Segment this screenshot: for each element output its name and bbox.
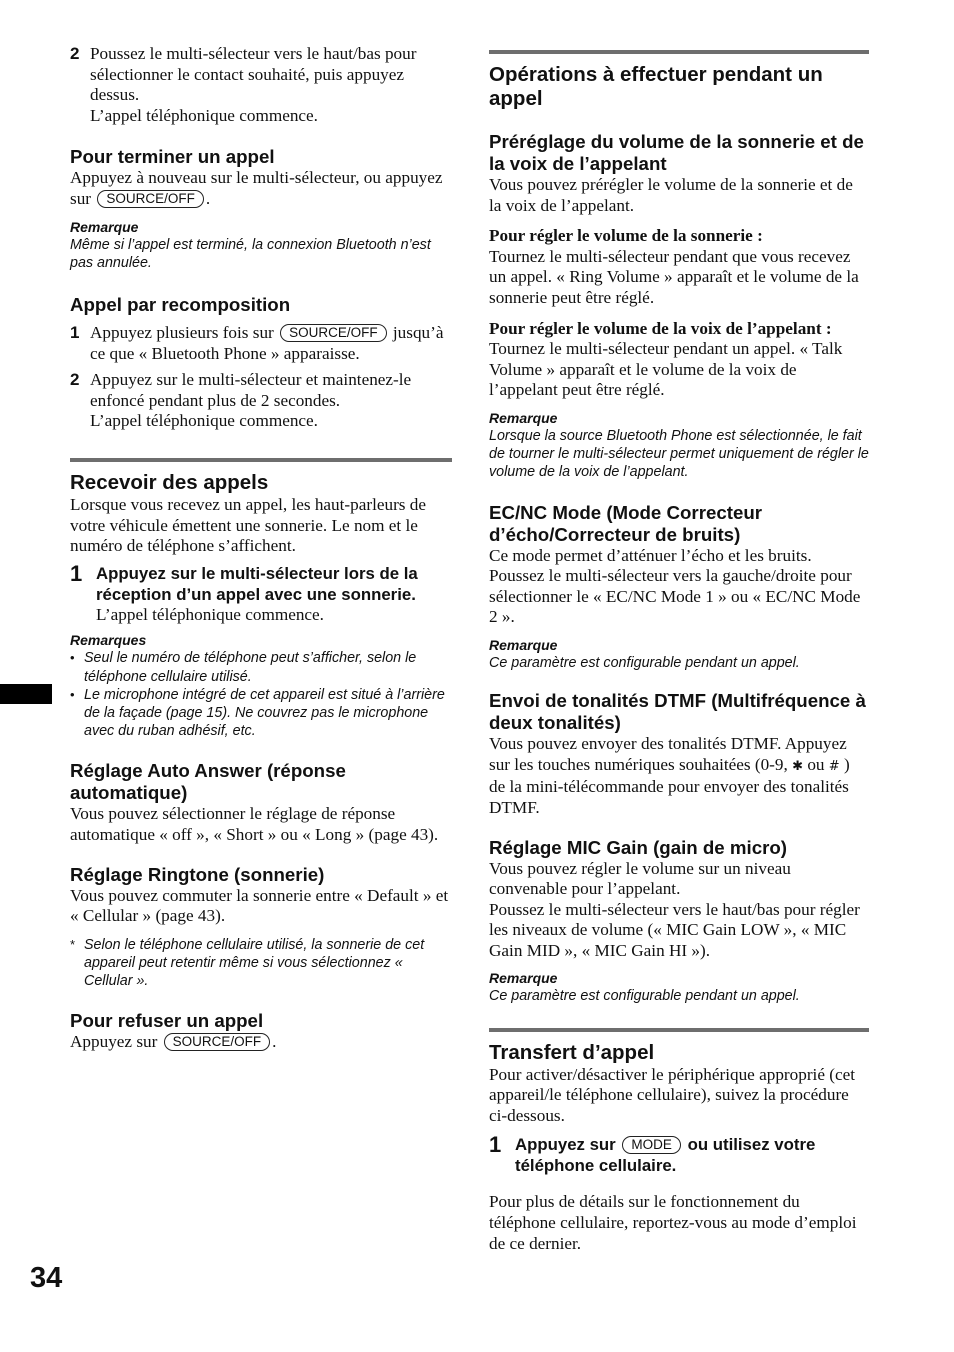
footnote: * Selon le téléphone cellulaire utilisé, la sonnerie de cet appareil peut retentir même si vous sélectionnez « Cellular ». [70, 936, 425, 990]
step-2-select-contact [70, 44, 452, 126]
note-text: Ce paramètre est configurable pendant un appel. [489, 988, 800, 1005]
note-title: Remarque [489, 409, 558, 426]
note-text: Même si l’appel est terminé, la connexion Bluetooth n’est pas annulée. [70, 236, 431, 271]
note-title: Remarque [489, 636, 558, 653]
step-text: Poussez le multi-sélecteur vers le haut/bas pour sélectionner le contact souhaité, puis appuyez dessus. [90, 44, 417, 105]
heading-mic-gain: Réglage MIC Gain (gain de micro) [489, 836, 788, 858]
notes-title: Remarques [70, 632, 147, 649]
heading-dtmf: Envoi de tonalités DTMF (Multifréquence à deux tonalités) [489, 690, 866, 734]
section-tab-marker [0, 684, 52, 704]
heading-ecnc: EC/NC Mode (Mode Correcteur d’écho/Correcteur de bruits) [489, 501, 763, 545]
note-text: Ce paramètre est configurable pendant un appel. [489, 654, 800, 671]
step-1-reception: 1 Appuyez sur le multi-sélecteur lors de la réception d’un appel avec une sonnerie. L’appel téléphonique commence. [70, 560, 418, 624]
heading-ringtone: Réglage Ringtone (sonnerie) [70, 863, 325, 885]
recevoir-intro: Lorsque vous recevez un appel, les haut-parleurs de votre véhicule émettent une sonnerie. Le nom et le numéro de téléphone s’affichent. [70, 494, 427, 556]
note-item: • Seul le numéro de téléphone peut s’afficher, selon le téléphone cellulaire utilisé. [70, 650, 417, 685]
heading-auto-answer: Réglage Auto Answer (réponse automatique) [70, 760, 346, 804]
note-item: • Le microphone intégré de cet appareil est situé à l’arrière de la façade (page 15). Ne couvrez pas le microphone avec du ruban adhésif, etc. [70, 686, 445, 740]
mic-gain-text-2: Poussez le multi-sélecteur vers le haut/bas pour régler les niveaux de volume (« MIC Gain LOW », « MIC Gain MID », « MIC Gain HI »). [489, 899, 860, 960]
note-title: Remarque [489, 970, 558, 987]
sonnerie-text: Tournez le multi-sélecteur pendant que vous recevez un appel. « Ring Volume » apparaît et le volume de la sonnerie peut être réglé. [489, 246, 859, 307]
source-off-key: SOURCE/OFF [97, 190, 204, 208]
auto-answer-text: Vous pouvez sélectionner le réglage de réponse automatique « off », « Short » ou « Long » (page 43). [70, 804, 439, 844]
terminer-text: Appuyez à nouveau sur le multi-sélecteur, ou appuyez sur SOURCE/OFF . [70, 168, 443, 208]
heading-recomposition: Appel par recomposition [70, 293, 291, 315]
step-2-recomposition: 2 Appuyez sur le multi-sélecteur et maintenez-le enfoncé pendant plus de 2 secondes. L’appel téléphonique commence. [70, 370, 412, 431]
mic-gain-text: Vous pouvez régler le volume sur un niveau convenable pour l’appelant. [489, 858, 791, 899]
ringtone-text: Vous pouvez commuter la sonnerie entre « Default » et « Cellular » (page 43). [70, 885, 449, 926]
voix-text: Tournez le multi-sélecteur pendant un appel. « Talk Volume » apparaît et le volume de la voix de l’appelant peut être réglé. [489, 339, 843, 400]
ecnc-text: Ce mode permet d’atténuer l’écho et les bruits. Poussez le multi-sélecteur vers la gauche/droite pour sélectionner le « EC/NC Mode 1 » ou « EC/NC Mode 2 ». [489, 545, 861, 627]
refuser-text: Appuyez sur SOURCE/OFF . [70, 1032, 277, 1052]
heading-recevoir-appels: Recevoir des appels [70, 470, 269, 494]
step-result: L’appel téléphonique commence. [90, 105, 318, 125]
left-column [70, 44, 452, 1053]
volume-intro: Vous pouvez prérégler le volume de la sonnerie et de la voix de l’appelant. [489, 175, 853, 215]
star-key-icon: ✱ [792, 758, 804, 774]
mode-key: MODE [622, 1136, 681, 1154]
step-1-transfert: 1 Appuyez sur MODE ou utilisez votre téléphone cellulaire. [489, 1132, 816, 1176]
step-1-recomposition: 1 Appuyez plusieurs fois sur SOURCE/OFF jusqu’à ce que « Bluetooth Phone » apparaisse. [70, 322, 444, 363]
note-title: Remarque [70, 218, 139, 235]
dtmf-text: Vous pouvez envoyer des tonalités DTMF. Appuyez sur les touches numériques souhaitées (0-9, ✱ ou # ) de la mini-télécommande pour envoyer des tonalités DTMF. [489, 734, 850, 817]
section-recevoir-appels [70, 458, 452, 495]
page-number: 34 [30, 1262, 63, 1294]
heading-terminer-appel: Pour terminer un appel [70, 146, 275, 168]
hash-key-icon: # [828, 758, 840, 774]
subheading-voix: Pour régler le volume de la voix de l’appelant : [489, 318, 832, 338]
transfert-intro: Pour activer/désactiver le périphérique approprié (cet appareil/le téléphone cellulaire), suivez la procédure ci-dessous. [489, 1064, 856, 1125]
heading-operations: Opérations à effectuer pendant un appel [489, 63, 823, 110]
right-column [489, 44, 869, 1254]
heading-volume: Préréglage du volume de la sonnerie et de la voix de l’appelant [489, 131, 864, 174]
heading-transfert: Transfert d’appel [489, 1040, 655, 1064]
source-off-key: SOURCE/OFF [164, 1033, 271, 1051]
step-number: 2 [70, 44, 80, 63]
section-operations [489, 50, 869, 111]
note-text: Lorsque la source Bluetooth Phone est sélectionnée, le fait de tourner le multi-sélecteur permet uniquement de régler le volume de la voix de l’appelant. [489, 427, 869, 481]
subheading-sonnerie: Pour régler le volume de la sonnerie : [489, 226, 763, 246]
section-transfert [489, 1028, 869, 1065]
source-off-key: SOURCE/OFF [280, 324, 387, 342]
heading-refuser-appel: Pour refuser un appel [70, 1010, 264, 1032]
transfert-outro: Pour plus de détails sur le fonctionnement du téléphone cellulaire, reportez-vous au mode d’emploi de ce dernier. [489, 1192, 857, 1253]
